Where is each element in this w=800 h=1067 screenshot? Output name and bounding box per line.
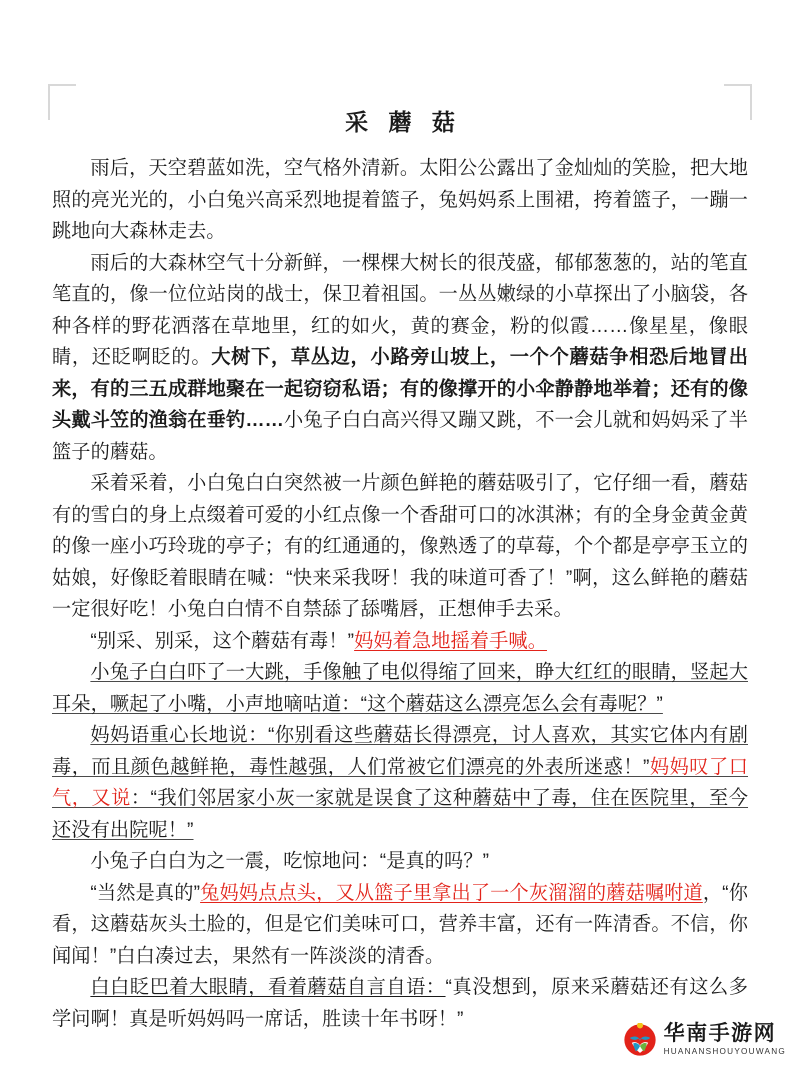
- text-run-red-underlined: 妈妈着急地摇着手喊。: [354, 630, 547, 652]
- brand-name-en: HUANANSHOUYOUWANG: [663, 1047, 786, 1057]
- text-run-bold: 大树下，草丛边，小路旁山坡上，一个个蘑菇争相恐后地冒出来，有的三五成群地聚在一起窃窃私语；有的像撑开的小伞静静地举着；还有的像头戴斗笠的渔翁在垂钓……: [52, 347, 748, 431]
- paragraph: [52, 468, 748, 626]
- text-run-red-underlined: 兔妈妈点点头，又从篮子里拿出了一个灰溜溜的蘑菇嘱咐道: [200, 882, 703, 904]
- text-run: ，“你看，这蘑菇灰头土脸的，但是它们美味可口，营养丰富，还有一阵清香。不信，你闻闻！”白白凑过去，果然有一阵淡淡的清香。: [52, 882, 748, 967]
- text-run-red: 妈妈叹了口气，又说: [52, 756, 748, 809]
- paragraph: [52, 846, 748, 878]
- paragraph: [52, 720, 748, 846]
- paragraph-list: [52, 153, 748, 1035]
- page-title: 采 蘑 菇: [345, 109, 462, 135]
- document-body: [52, 104, 748, 1035]
- watermark-text: [664, 1023, 786, 1056]
- paragraph: [52, 153, 748, 248]
- brand-logo-icon: [623, 1023, 657, 1057]
- text-run-underlined: 白白眨巴着大眼睛，看着蘑菇自言自语：: [90, 977, 446, 998]
- paragraph: [52, 626, 748, 658]
- text-run: “当然是真的”: [90, 882, 201, 904]
- text-run: “别采、别采，这个蘑菇有毒！”: [90, 630, 355, 652]
- paragraph: [52, 248, 748, 469]
- text-run: 采着采着，小白兔白白突然被一片颜色鲜艳的蘑菇吸引了，它仔细一看，蘑菇有的雪白的身上点缀着可爱的小红点像一个香甜可口的冰淇淋；有的全身金黄金黄的像一座小巧玲珑的亭子；有的红通通的，像熟透了的草莓，个个都是亭亭玉立的姑娘，好像眨着眼睛在喊：“快来采我呀！我的味道可香了！”啊，这么鲜艳的蘑菇一定很好吃！小兔白白情不自禁舔了舔嘴唇，正想伸手去采。: [52, 473, 748, 620]
- paragraph: [52, 878, 748, 973]
- text-run: 小兔子白白为之一震，吃惊地问：“是真的吗？”: [90, 851, 490, 872]
- text-run: 小兔子白白高兴得又蹦又跳，不一会儿就和妈妈采了半篮子的蘑菇。: [52, 410, 748, 463]
- text-run: “真没想到，原来采蘑菇还有这么多学问啊！真是听妈妈吗一席话，胜读十年书呀！”: [52, 977, 748, 1030]
- paragraph: [52, 657, 748, 720]
- text-run: 妈妈语重心长地说：“你别看这些蘑菇长得漂亮，讨人喜欢，其实它体内有剧毒，而且颜色越鲜艳，毒性越强，人们常被它们漂亮的外表所迷惑！”: [52, 725, 748, 778]
- watermark: [623, 1023, 786, 1057]
- brand-name-cn: 华南手游网: [663, 1022, 777, 1046]
- text-run: 雨后的大森林空气十分新鲜，一棵棵大树长的很茂盛，郁郁葱葱的，站的笔直笔直的，像一位位站岗的战士，保卫着祖国。一丛丛嫩绿的小草探出了小脑袋，各种各样的野花洒落在草地里，红的如火，黄的赛金，粉的似霞……像星星，像眼睛，还眨啊眨的。: [52, 252, 748, 368]
- text-run: 雨后，天空碧蓝如洗，空气格外清新。太阳公公露出了金灿灿的笑脸，把大地照的亮光光的，小白兔兴高采烈地提着篮子，兔妈妈系上围裙，挎着篮子，一蹦一跳地向大森林走去。: [52, 158, 748, 242]
- text-run: ：“我们邻居家小灰一家就是误食了这种蘑菇中了毒，住在医院里，至今还没有出院呢！”: [52, 788, 749, 841]
- text-run: 小兔子白白吓了一大跳，手像触了电似得缩了回来，睁大红红的眼睛，竖起大耳朵，噘起了小嘴，小声地嘀咕道：“这个蘑菇这么漂亮怎么会有毒呢？”: [52, 662, 748, 715]
